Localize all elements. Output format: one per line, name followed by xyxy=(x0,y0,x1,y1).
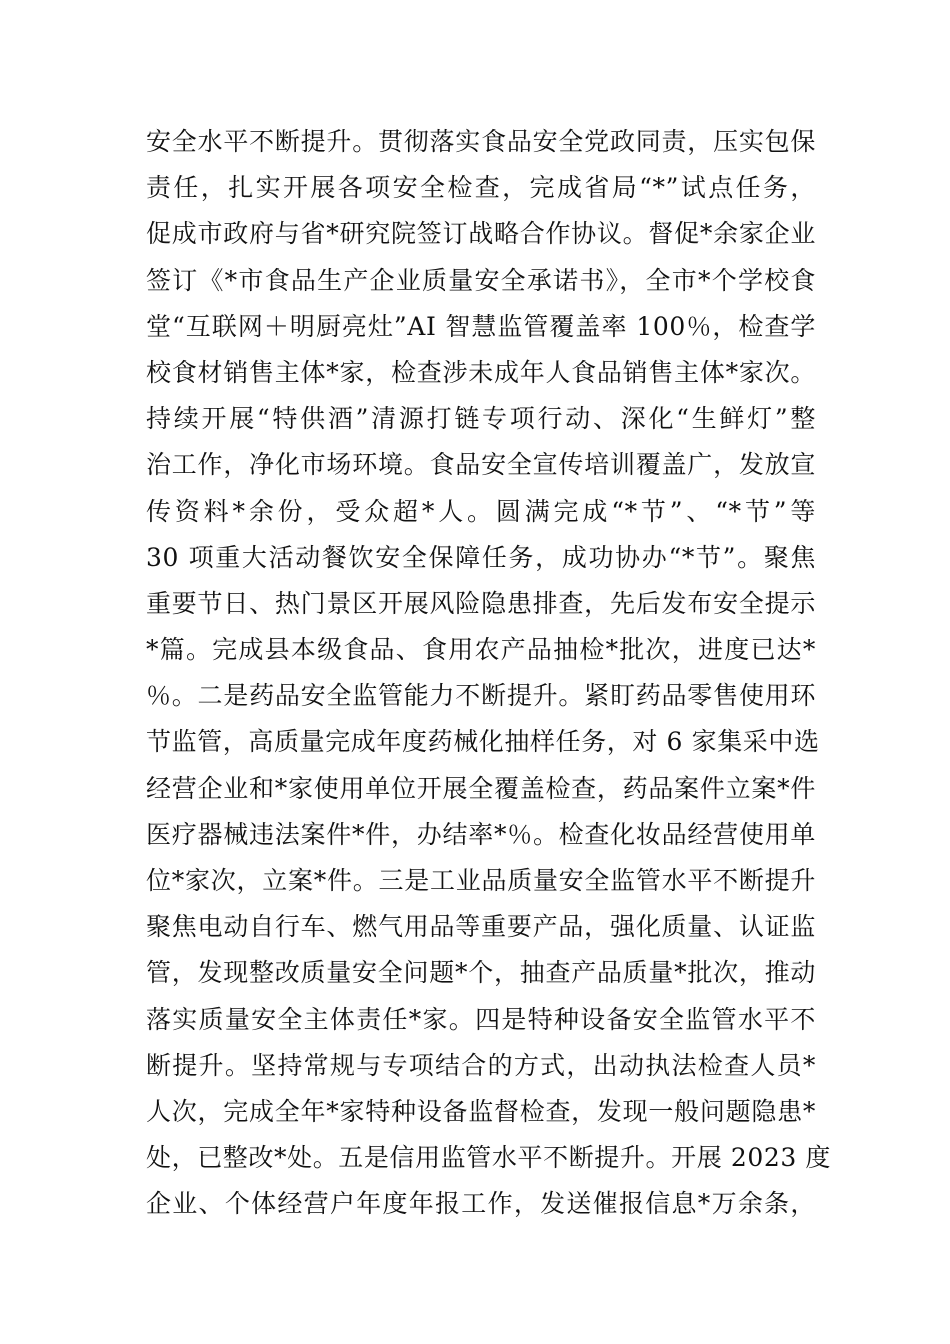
text-line: 持续开展“特供酒”清源打链专项行动、深化“生鲜灯”整 xyxy=(146,404,816,434)
text-line: 医疗器械违法案件*件，办结率*％。检查化妆品经营使用单 xyxy=(146,819,816,849)
text-line: 重要节日、热门景区开展风险隐患排查，先后发布安全提示 xyxy=(146,588,816,618)
text-line: 校食材销售主体*家，检查涉未成年人食品销售主体*家次。 xyxy=(146,357,816,387)
text-line: 安全水平不断提升。贯彻落实食品安全党政同责，压实包保 xyxy=(146,127,816,156)
text-line: 治工作，净化市场环境。食品安全宣传培训覆盖广，发放宣 xyxy=(146,450,816,480)
text-line: 人次，完成全年*家特种设备监督检查，发现一般问题隐患* xyxy=(146,1096,816,1126)
text-line: *篇。完成县本级食品、食用农产品抽检*批次，进度已达* xyxy=(146,635,816,665)
text-line: 企业、个体经营户年度年报工作，发送催报信息*万余条， xyxy=(146,1189,816,1219)
text-line: 责任，扎实开展各项安全检查，完成省局“*”试点任务， xyxy=(146,173,816,203)
text-line: 经营企业和*家使用单位开展全覆盖检查，药品案件立案*件 xyxy=(146,773,816,803)
text-line: 传资料*余份，受众超*人。圆满完成“*节”、“*节”等 xyxy=(146,496,816,526)
text-line: 管，发现整改质量安全问题*个，抽查产品质量*批次，推动 xyxy=(146,958,816,988)
text-line: 堂“互联网＋明厨亮灶”AI 智慧监管覆盖率 100％，检查学 xyxy=(146,311,816,341)
text-line: 节监管，高质量完成年度药械化抽样任务，对 6 家集采中选 xyxy=(146,727,820,757)
text-line: 处，已整改*处。五是信用监管水平不断提升。开展 2023 度 xyxy=(146,1143,832,1173)
text-line: 断提升。坚持常规与专项结合的方式，出动执法检查人员* xyxy=(146,1050,816,1080)
text-line: 落实质量安全主体责任*家。四是特种设备安全监管水平不 xyxy=(146,1004,816,1034)
text-line: ％。二是药品安全监管能力不断提升。紧盯药品零售使用环 xyxy=(146,681,816,711)
text-line: 位*家次，立案*件。三是工业品质量安全监管水平不断提升 xyxy=(146,866,816,895)
body-text xyxy=(146,119,832,1228)
text-line: 30 项重大活动餐饮安全保障任务，成功协办“*节”。聚焦 xyxy=(146,542,816,572)
text-line: 签订《*市食品生产企业质量安全承诺书》，全市*个学校食 xyxy=(146,265,816,295)
text-line: 聚焦电动自行车、燃气用品等重要产品，强化质量、认证监 xyxy=(146,912,816,942)
text-line: 促成市政府与省*研究院签订战略合作协议。督促*余家企业 xyxy=(146,219,816,249)
